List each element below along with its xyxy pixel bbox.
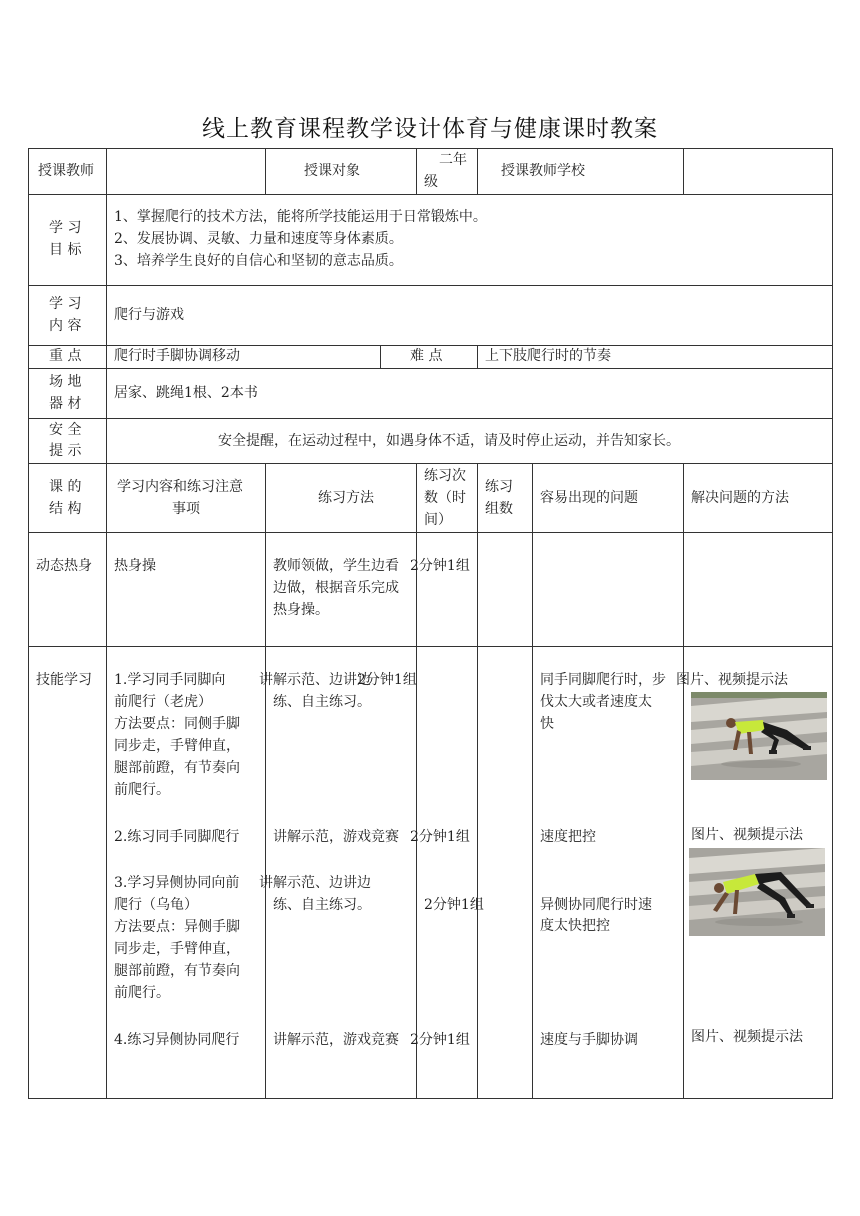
header-times-line2: 数（时: [424, 490, 466, 506]
table-border-left: [28, 148, 29, 1099]
content-value: 爬行与游戏: [114, 307, 184, 323]
skill-item4-content: 4.练习异侧协同爬行: [114, 1032, 240, 1048]
skill-item1-line: 方法要点：同侧手脚: [114, 716, 240, 732]
header-content-line2: 事项: [172, 501, 200, 517]
skill-item1-line: 同步走，手臂伸直，: [114, 738, 240, 754]
school-label: 授课教师学校: [501, 163, 585, 179]
skill-item1-times: 2分钟1组: [357, 672, 417, 688]
skill-item1-problem-line2: 伐太大或者速度太: [540, 694, 652, 710]
warmup-method-line2: 边做，根据音乐完成: [273, 580, 399, 596]
skill-item3-method-line1: 讲解示范、边讲边: [259, 875, 371, 891]
skill-item1-problem-line1: 同手同脚爬行时，步: [540, 672, 666, 688]
skill-item2-method: 讲解示范，游戏竞赛: [273, 829, 399, 845]
skill-item2-times: 2分钟1组: [410, 829, 470, 845]
objectives-label-line1: 学 习: [49, 220, 82, 236]
row-divider: [28, 194, 833, 195]
skill-item2-solution: 图片、视频提示法: [691, 827, 803, 843]
skill-item4-times: 2分钟1组: [410, 1032, 470, 1048]
objectives-label-line2: 目 标: [49, 242, 82, 258]
skill-item1-line: 1.学习同手同脚向: [114, 672, 226, 688]
header-groups-line2: 组数: [485, 501, 513, 517]
col-divider: [683, 463, 684, 1099]
content-label-line2: 内 容: [49, 318, 82, 334]
col-divider: [380, 345, 381, 368]
col-divider: [477, 463, 478, 1099]
key-point-label: 重 点: [49, 348, 82, 364]
col-divider: [416, 148, 417, 194]
skill-item2-content: 2.练习同手同脚爬行: [114, 829, 240, 845]
col-divider: [532, 463, 533, 1099]
header-times-line1: 练习次: [424, 468, 466, 484]
skill-item3-times: 2分钟1组: [424, 897, 484, 913]
table-border-right: [832, 148, 833, 1099]
skill-item1-line: 前爬行。: [114, 782, 170, 798]
skill-item1-method-line1: 讲解示范、边讲边: [259, 672, 371, 688]
skill-item3-line: 前爬行。: [114, 985, 170, 1001]
structure-label-line1: 课 的: [49, 479, 82, 495]
header-method: 练习方法: [318, 490, 374, 506]
warmup-content: 热身操: [114, 558, 156, 574]
table-border-bottom: [28, 1098, 833, 1099]
row-divider: [28, 646, 833, 647]
warmup-method-line1: 教师领做，学生边看: [273, 558, 399, 574]
skill-item3-problem-line2: 度太快把控: [540, 918, 610, 934]
col-divider: [265, 463, 266, 1099]
key-point-value: 爬行时手脚协调移动: [114, 348, 240, 364]
row-divider: [28, 463, 833, 464]
row-divider: [28, 418, 833, 419]
warmup-stage: 动态热身: [36, 558, 92, 574]
objective-item: 3、培养学生良好的自信心和坚韧的意志品质。: [114, 253, 403, 269]
col-divider: [683, 148, 684, 194]
header-content-line1: 学习内容和练习注意: [117, 479, 243, 495]
crawling-demo-photo-turtle: [689, 848, 825, 936]
skill-item4-solution: 图片、视频提示法: [691, 1029, 803, 1045]
table-border-top: [28, 148, 833, 149]
objective-item: 1、掌握爬行的技术方法，能将所学技能运用于日常锻炼中。: [114, 209, 487, 225]
skill-item3-problem-line1: 异侧协同爬行时速: [540, 897, 652, 913]
row-divider: [28, 532, 833, 533]
warmup-method-line3: 热身操。: [273, 602, 329, 618]
skill-item1-line: 腿部前蹬，有节奏向: [114, 760, 240, 776]
header-solutions: 解决问题的方法: [691, 490, 789, 506]
skill-item1-line: 前爬行（老虎）: [114, 694, 212, 710]
target-label: 授课对象: [304, 163, 360, 179]
difficulty-value: 上下肢爬行时的节奏: [485, 348, 611, 364]
skill-item3-line: 3.学习异侧协同向前: [114, 875, 240, 891]
col-divider: [106, 148, 107, 1099]
content-label-line1: 学 习: [49, 296, 82, 312]
venue-label-line1: 场 地: [49, 374, 82, 390]
skill-item4-method: 讲解示范，游戏竞赛: [273, 1032, 399, 1048]
target-value-line1: 二年: [439, 152, 467, 168]
structure-label-line2: 结 构: [49, 501, 82, 517]
skill-stage: 技能学习: [36, 672, 92, 688]
skill-item3-line: 腿部前蹬，有节奏向: [114, 963, 240, 979]
row-divider: [28, 368, 833, 369]
venue-value: 居家、跳绳1根、2本书: [114, 385, 258, 401]
skill-item3-line: 方法要点：异侧手脚: [114, 919, 240, 935]
row-divider: [28, 285, 833, 286]
skill-item3-line: 同步走，手臂伸直，: [114, 941, 240, 957]
objective-item: 2、发展协调、灵敏、力量和速度等身体素质。: [114, 231, 403, 247]
col-divider: [477, 345, 478, 368]
target-value-line2: 级: [424, 174, 438, 190]
skill-item2-problem: 速度把控: [540, 829, 596, 845]
skill-item3-line: 爬行（乌龟）: [114, 897, 198, 913]
header-groups-line1: 练习: [485, 479, 513, 495]
header-times-line3: 间）: [424, 512, 452, 528]
skill-item3-method-line2: 练、自主练习。: [273, 897, 371, 913]
skill-item1-method-line2: 练、自主练习。: [273, 694, 371, 710]
venue-label-line2: 器 材: [49, 396, 82, 412]
header-problems: 容易出现的问题: [540, 490, 638, 506]
page-title: 线上教育课程教学设计体育与健康课时教案: [202, 116, 658, 142]
difficulty-label: 难 点: [410, 348, 443, 364]
safety-label-line2: 提 示: [49, 443, 82, 459]
teacher-label: 授课教师: [38, 163, 94, 179]
skill-item4-problem: 速度与手脚协调: [540, 1032, 638, 1048]
warmup-times: 2分钟1组: [410, 558, 470, 574]
skill-item1-solution: 图片、视频提示法: [676, 672, 788, 688]
col-divider: [477, 148, 478, 194]
safety-label-line1: 安 全: [49, 422, 82, 438]
crawling-demo-photo-tiger: [691, 692, 827, 780]
skill-item1-problem-line3: 快: [540, 716, 554, 732]
col-divider: [265, 148, 266, 194]
safety-value: 安全提醒，在运动过程中，如遇身体不适，请及时停止运动，并告知家长。: [218, 433, 680, 449]
